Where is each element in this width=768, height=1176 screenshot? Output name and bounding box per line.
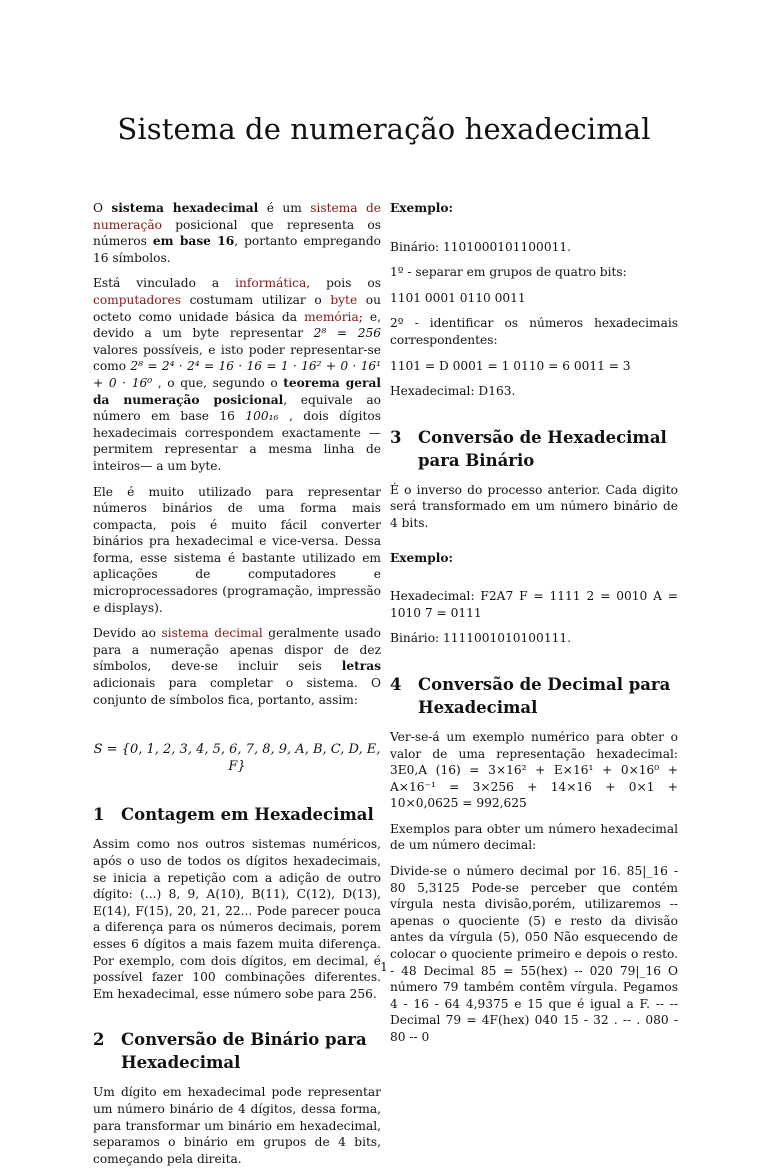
example-line: Binário: 1111001010100111. — [390, 631, 571, 646]
computing-paragraph — [93, 275, 381, 474]
link-sistema-de-numeracao[interactable]: sistema de numeração — [93, 201, 381, 232]
right-column — [390, 200, 678, 1055]
link-informatica[interactable]: informática — [235, 276, 307, 291]
section-title: Conversão de Decimal para Hexadecimal — [418, 674, 671, 717]
math-inline: 2⁸ = 256 — [313, 326, 381, 341]
link-computadores[interactable]: computadores — [93, 292, 181, 307]
section-number: 4 — [390, 674, 402, 694]
text: Devido ao — [93, 626, 162, 641]
symbol-set-equation: S = {0, 1, 2, 3, 4, 5, 6, 7, 8, 9, A, B, C, D, E, F} — [93, 742, 381, 774]
text: , equivale ao número em base 16 — [93, 392, 381, 424]
section-title: Conversão de Hexadecimal para Binário — [418, 427, 667, 470]
symbols-paragraph — [93, 625, 381, 708]
text: ; e, devido a um byte representar — [93, 309, 381, 341]
bold-term: teorema geral da numeração posicional — [93, 375, 381, 407]
example-line: Hexadecimal: F2A7 F = 1111 2 = 0010 A = 1010 7 = 0111 — [390, 589, 678, 620]
page-title: Sistema de numeração hexadecimal — [117, 112, 651, 146]
section-1-paragraph: Assim como nos outros sistemas numéricos, após o uso de todos os dígitos hexadecimais, se inicia a repetição com a adição de outro dígito: (...) 8, 9, A(10), B(11), C(12), D(13), E(14), F(15), 20, 21, 22... Pode parecer pouca a diferença para os números decimais, porem esses 6 dígitos a mais fazem muita diferença. Por exemplo, com dois dígitos, em decimal, é possível fazer 100 combinações diferentes. Em hexadecimal, esse número sobe para 256. — [93, 837, 381, 1001]
section-heading-1 — [93, 803, 381, 826]
text: O — [93, 201, 112, 215]
section-number: 3 — [390, 427, 402, 447]
link-sistema-decimal[interactable]: sistema decimal — [161, 626, 263, 641]
example-line: Binário: 1101000101100011. — [390, 239, 571, 254]
bold-term: sistema hexadecimal — [111, 201, 259, 215]
text: costumam utilizar o — [180, 292, 331, 307]
section-heading-2 — [93, 1028, 381, 1074]
text: geralmente usado para a numeração apenas dispor de dez símbolos, deve-se incluir seis — [93, 626, 381, 674]
section-heading-4 — [390, 673, 678, 719]
text: , pois os — [306, 276, 381, 291]
intro-paragraph — [93, 200, 381, 266]
section-4-paragraph: Divide-se o número decimal por 16. 85|_16 - 80 5,3125 Pode-se perceber que contém vírgula nesta divisão,porém, utilizaremos -- apenas o quociente (5) e resto da divisão antes da vírgula (5), 050 Não esquecendo de colocar o quociente primeiro e depois o resto. - 48 Decimal 85 = 55(hex) -- 020 79|_16 O número 79 também contêm vírgula. Pegamos 4 - 16 - 64 4,9375 e 15 que é igual a F. -- -- Decimal 79 = 4F(hex) 040 15 - 32 . -- . 080 - 80 -- 0 — [390, 864, 678, 1044]
section-title: Contagem em Hexadecimal — [121, 805, 374, 825]
section-title: Conversão de Binário para Hexadecimal — [121, 1030, 367, 1073]
bold-term: letras — [341, 659, 381, 674]
section-number: 2 — [93, 1030, 105, 1050]
left-column — [93, 200, 381, 1176]
math-inline: 2⁸ = 2⁴ · 2⁴ = 16 · 16 = 1 · 16² + 0 · 16¹ + 0 · 16⁰ — [93, 359, 381, 390]
bold-term: em base 16 — [152, 234, 235, 249]
example-line: 1101 = D 0001 = 1 0110 = 6 0011 = 3 — [390, 358, 631, 373]
section-number: 1 — [93, 805, 105, 825]
text: ou octeto como unidade básica da — [93, 292, 381, 324]
example-label: Exemplo: — [390, 201, 453, 215]
text: , o que, segundo o — [152, 375, 284, 390]
section-3-paragraph: É o inverso do processo anterior. Cada digito será transformado em um número binário de 4 bits. — [390, 482, 678, 530]
example-line: Hexadecimal: D163. — [390, 384, 516, 399]
link-byte[interactable]: byte — [330, 292, 358, 307]
page-number: 1 — [380, 960, 388, 974]
example-line: 1º - separar em grupos de quatro bits: — [390, 265, 627, 280]
text: é um — [258, 201, 311, 215]
section-4-paragraph: Ver-se-á um exemplo numérico para obter o valor de uma representação hexadecimal: 3E0,A (16) = 3×16² + E×16¹ + 0×16⁰ + A×16⁻¹ = 3×256 + 14×16 + 0×1 + 10×0,0625 = 992,625 — [390, 729, 678, 811]
text: valores possíveis, e isto poder representar-se como — [93, 342, 381, 374]
text: Está vinculado a — [93, 276, 236, 291]
math-inline: 100₁₆ — [245, 409, 279, 424]
example-label: Exemplo: — [390, 550, 453, 565]
text: adicionais para completar o sistema. O conjunto de símbolos fica, portanto, assim: — [93, 676, 381, 707]
section-2-paragraph: Um dígito em hexadecimal pode representar um número binário de 4 dígitos, dessa forma, para transformar um binário em hexadecimal, separamos o binário em grupos de 4 bits, começando pela direita. — [93, 1085, 381, 1166]
link-memoria[interactable]: memória — [304, 309, 359, 324]
text: , portanto empregando 16 símbolos. — [93, 234, 381, 265]
usage-paragraph: Ele é muito utilizado para representar números binários de uma forma mais compacta, pois é muito fácil converter binários pra hexadecimal e vice-versa. Dessa forma, esse sistema é bastante utilizado em aplicações de computadores e microprocessadores (programação, impressão e displays). — [93, 484, 381, 615]
section-4-paragraph: Exemplos para obter um número hexadecimal de um número decimal: — [390, 821, 678, 853]
section-heading-3 — [390, 426, 678, 472]
example-line: 2º - identificar os números hexadecimais correspondentes: — [390, 316, 678, 347]
text: , dois dígitos hexadecimais correspondem exactamente —permitem representar a mesma linha de inteiros— a um byte. — [93, 409, 381, 473]
example-line: 1101 0001 0110 0011 — [390, 290, 526, 305]
text: posicional que representa os números — [93, 217, 381, 249]
